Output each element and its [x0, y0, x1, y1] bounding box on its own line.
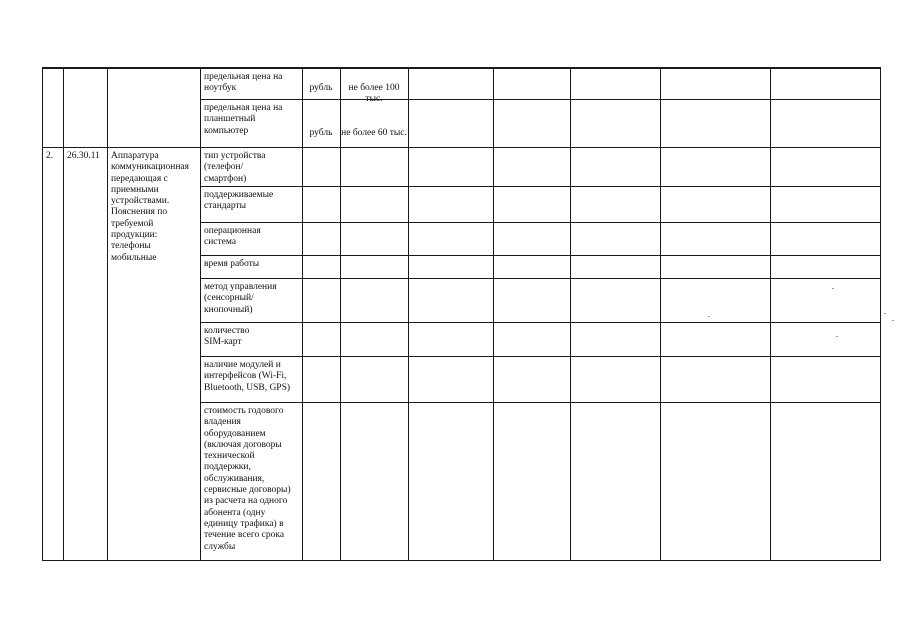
characteristic-cell: предельная цена на ноутбук: [204, 72, 283, 94]
table-horizontal-line: [42, 68, 881, 69]
table-vertical-line: [570, 68, 571, 560]
table-horizontal-line: [200, 356, 881, 357]
characteristic-cell: метод управления (сенсорный/ кнопочный): [204, 282, 277, 315]
table-horizontal-line: [200, 322, 881, 323]
scan-speck: [708, 316, 710, 317]
table-vertical-line: [302, 68, 303, 560]
table-vertical-line: [200, 68, 201, 560]
table-vertical-line: [42, 68, 43, 560]
scan-speck: [832, 288, 834, 289]
scan-speck: [836, 336, 838, 337]
product-name-cell: Аппаратура коммуникационная передающая с приемными устройствами. Пояснения по требуемой продукции: телефоны мобильные: [111, 151, 190, 263]
table-vertical-line: [340, 68, 341, 560]
scan-speck: [884, 313, 886, 314]
characteristic-cell: наличие модулей и интерфейсов (Wi-Fi, Bluetooth, USB, GPS): [204, 360, 291, 393]
value-cell: не более 60 тыс.: [341, 128, 407, 138]
table-horizontal-line: [200, 222, 881, 223]
table-horizontal-line: [200, 186, 881, 187]
characteristic-cell: время работы: [204, 259, 260, 269]
characteristic-cell: количество SIM-карт: [204, 326, 250, 348]
table-vertical-line: [770, 68, 771, 560]
table-horizontal-line: [42, 147, 881, 148]
characteristic-cell: поддерживаемые стандарты: [204, 190, 274, 212]
unit-cell: рубль: [309, 128, 333, 138]
characteristic-cell: стоимость годового владения оборудованием (включая договоры технической поддержки, обслуживания, сервисные договоры) из расчета на одного абонента (одну единицу трафика) в течение всего срока службы: [204, 406, 291, 552]
value-cell: не более 100 тыс.: [348, 83, 400, 105]
scan-speck: [892, 320, 894, 321]
characteristic-cell: тип устройства (телефон/ смартфон): [204, 151, 266, 184]
table-horizontal-line: [42, 560, 881, 561]
table-vertical-line: [408, 68, 409, 560]
characteristic-cell: операционная система: [204, 226, 261, 248]
okpd-code-cell: 26.30.11: [67, 151, 100, 161]
table-horizontal-line: [200, 99, 881, 100]
table-vertical-line: [880, 68, 881, 560]
table-top-rule: [42, 67, 881, 68]
table-vertical-line: [493, 68, 494, 560]
row-number-cell: 2.: [46, 151, 54, 161]
table-vertical-line: [660, 68, 661, 560]
table-vertical-line: [63, 68, 64, 560]
characteristic-cell: предельная цена на планшетный компьютер: [204, 103, 283, 136]
unit-cell: рубль: [309, 83, 333, 93]
table-vertical-line: [107, 68, 108, 560]
table-horizontal-line: [200, 255, 881, 256]
table-horizontal-line: [200, 278, 881, 279]
table-horizontal-line: [200, 402, 881, 403]
